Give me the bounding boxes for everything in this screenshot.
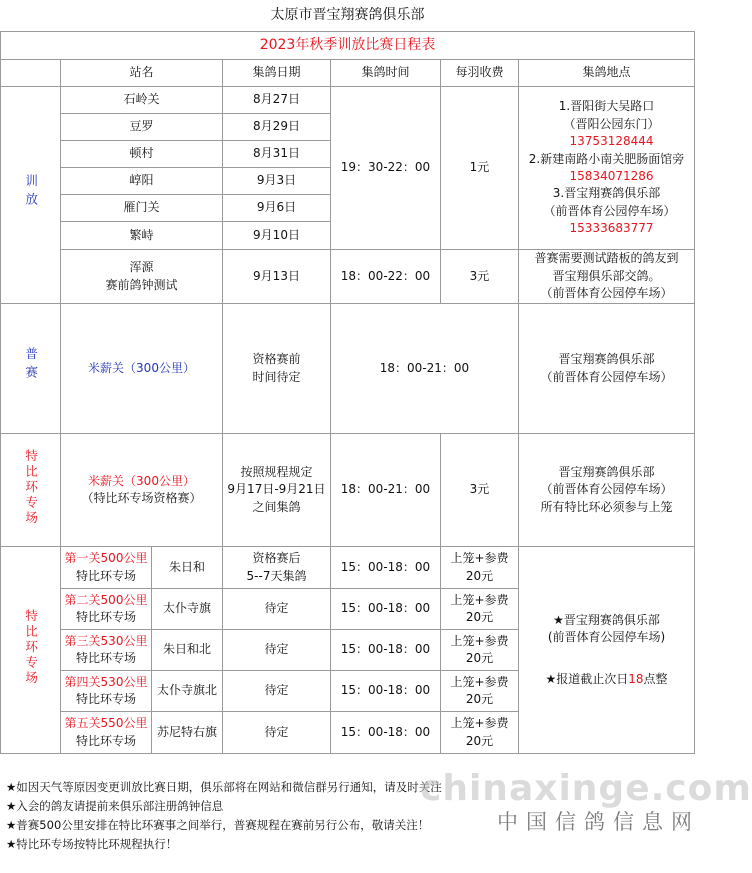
stage-date-line: 资格赛后: [252, 551, 301, 566]
special-qual-location-line: 晋宝翔赛鸽俱乐部: [558, 464, 655, 479]
station-date: 8月31日: [223, 141, 331, 168]
location-2: 2.新建南路小南关肥肠面馆旁: [528, 151, 685, 166]
header-time: 集鸽时间: [331, 60, 441, 87]
special-qual-station-name: 米薪关（300公里）: [88, 473, 195, 488]
test-station: [61, 250, 223, 304]
station-name: 豆罗: [61, 114, 223, 141]
test-date: 9月13日: [223, 250, 331, 304]
schedule-subtitle: 2023年秋季训放比赛日程表: [1, 32, 695, 60]
special-qual-date: [223, 434, 331, 547]
stage-date: 待定: [223, 671, 331, 712]
stage-place: 苏尼特右旗: [152, 712, 223, 754]
stage-time: 15：00-18：00: [331, 547, 441, 589]
stage-fee: [441, 712, 519, 754]
location-1-note: （晋阳公园东门）: [563, 116, 660, 131]
stage-fee-line: 上笼+参费: [450, 674, 509, 689]
station-name: 石岭关: [61, 87, 223, 114]
category-training: 训放: [1, 87, 61, 304]
stage-fee-line: 20元: [465, 568, 494, 583]
stage-name: 第三关530公里: [64, 633, 148, 648]
stage-sub: 特比环专场: [75, 733, 136, 748]
stage-fee-line: 20元: [465, 651, 494, 665]
stage-fee-line: 上笼+参费: [450, 592, 509, 607]
station-date: 9月3日: [223, 168, 331, 195]
general-station: 米薪关（300公里）: [61, 304, 223, 434]
special-location: [519, 547, 695, 754]
special-qual-station-note: （特比环专场资格赛）: [81, 491, 202, 505]
special-qual-fee: 3元: [441, 434, 519, 547]
watermark-domain: chinaxinge.com: [420, 768, 752, 809]
stage-distance: [61, 547, 152, 589]
note: ★特比环专场按特比环规程执行！: [6, 837, 178, 851]
special-qual-station: [61, 434, 223, 547]
stage-fee: [441, 547, 519, 589]
stage-distance: [61, 671, 152, 712]
station-name: 顿村: [61, 141, 223, 168]
stage-fee-line: 上笼+参费: [450, 551, 509, 566]
stage-sub: 特比环专场: [75, 651, 136, 665]
station-date: 8月29日: [223, 114, 331, 141]
stage-distance: [61, 712, 152, 754]
test-station-purpose: 赛前鸽钟测试: [105, 277, 178, 292]
training-fee: 1元: [441, 87, 519, 250]
category-general: 普赛: [1, 304, 61, 434]
test-location: [519, 250, 695, 304]
stage-fee-line: 上笼+参费: [450, 633, 509, 648]
general-date: [223, 304, 331, 434]
stage-fee-line: 20元: [465, 610, 494, 624]
general-time: 18：00-21：00: [331, 304, 519, 434]
stage-fee: [441, 630, 519, 671]
special-qual-date-line: 按照规程规定: [240, 464, 313, 479]
watermark-name: 中国信鸽信息网: [497, 810, 700, 834]
location-3-note: （前晋体育公园停车场）: [543, 203, 676, 218]
general-location: [519, 304, 695, 434]
stage-time: 15：00-18：00: [331, 589, 441, 630]
location-1-phone: 13753128444: [569, 134, 654, 149]
general-location-line: （前晋体育公园停车场）: [540, 369, 673, 384]
stage-place: 朱日和: [152, 547, 223, 589]
test-location-line: 晋宝翔俱乐部交鸽。: [552, 268, 661, 283]
special-location-line: (前晋体育公园停车场): [547, 630, 666, 645]
training-time: 19：30-22：00: [331, 87, 441, 250]
stage-name: 第二关500公里: [64, 592, 148, 607]
location-2-phone: 15834071286: [569, 169, 654, 183]
header-category: [1, 60, 61, 87]
station-date: 9月10日: [223, 222, 331, 250]
special-qual-date-line: 之间集鸽: [252, 499, 301, 514]
deadline-note: ★报道截止次日18点整: [545, 671, 668, 686]
location-1: 1.晋阳街大吴路口: [558, 99, 655, 114]
location-3: 3.晋宝翔赛鸽俱乐部: [552, 186, 661, 201]
stage-date-line: 5--7天集鸽: [246, 568, 307, 583]
category-special-qualifier: 特比环专场: [1, 434, 61, 547]
stage-fee-line: 20元: [465, 692, 494, 706]
notes: [6, 778, 442, 854]
stage-sub: 特比环专场: [75, 692, 136, 706]
stage-fee: [441, 589, 519, 630]
stage-name: 第五关550公里: [64, 716, 148, 731]
test-location-line: 普赛需要测试踏板的鸽友到: [534, 251, 679, 266]
stage-time: 15：00-18：00: [331, 712, 441, 754]
note: ★普赛500公里安排在特比环赛事之间举行，普赛规程在赛前另行公布，敬请关注！: [6, 818, 430, 832]
page-title: 太原市晋宝翔赛鸽俱乐部: [1, 0, 695, 32]
stage-date: 待定: [223, 589, 331, 630]
special-qual-location: [519, 434, 695, 547]
general-date-line: 时间待定: [252, 369, 301, 384]
stage-time: 15：00-18：00: [331, 671, 441, 712]
special-qual-time: 18：00-21：00: [331, 434, 441, 547]
stage-name: 第一关500公里: [64, 551, 148, 566]
general-date-line: 资格赛前: [252, 352, 301, 367]
note: ★入会的鸽友请提前来俱乐部注册鸽钟信息: [6, 799, 224, 813]
training-locations: [519, 87, 695, 250]
note: ★如因天气等原因变更训放比赛日期，俱乐部将在网站和微信群另行通知，请及时关注: [6, 780, 442, 794]
special-location-line: ★晋宝翔赛鸽俱乐部: [553, 612, 660, 627]
stage-distance: [61, 589, 152, 630]
test-time: 18：00-22：00: [331, 250, 441, 304]
test-location-line: （前晋体育公园停车场）: [540, 286, 673, 301]
stage-distance: [61, 630, 152, 671]
stage-fee-line: 20元: [465, 733, 494, 748]
stage-place: 太仆寺旗北: [152, 671, 223, 712]
test-fee: 3元: [441, 250, 519, 304]
stage-date: [223, 547, 331, 589]
special-qual-date-line: 9月17日-9月21日: [227, 482, 326, 497]
header-fee: 每羽收费: [441, 60, 519, 87]
header-station: 站名: [61, 60, 223, 87]
header-date: 集鸽日期: [223, 60, 331, 87]
stage-fee-line: 上笼+参费: [450, 716, 509, 731]
stage-place: 太仆寺旗: [152, 589, 223, 630]
stage-date: 待定: [223, 630, 331, 671]
location-3-phone: 15333683777: [569, 221, 654, 236]
station-name: 雁门关: [61, 195, 223, 222]
station-name: 崞阳: [61, 168, 223, 195]
stage-sub: 特比环专场: [75, 568, 136, 583]
general-location-line: 晋宝翔赛鸽俱乐部: [558, 352, 655, 367]
stage-place: 朱日和北: [152, 630, 223, 671]
stage-name: 第四关530公里: [64, 674, 148, 689]
special-qual-location-line: （前晋体育公园停车场）: [540, 482, 673, 497]
special-qual-location-line: 所有特比环必须参与上笼: [540, 499, 673, 514]
category-special: 特比环专场: [1, 547, 61, 754]
station-date: 9月6日: [223, 195, 331, 222]
test-station-name: 浑源: [129, 260, 154, 275]
station-date: 8月27日: [223, 87, 331, 114]
stage-time: 15：00-18：00: [331, 630, 441, 671]
stage-date: 待定: [223, 712, 331, 754]
header-location: 集鸽地点: [519, 60, 695, 87]
station-name: 繁峙: [61, 222, 223, 250]
stage-fee: [441, 671, 519, 712]
stage-sub: 特比环专场: [75, 610, 136, 624]
